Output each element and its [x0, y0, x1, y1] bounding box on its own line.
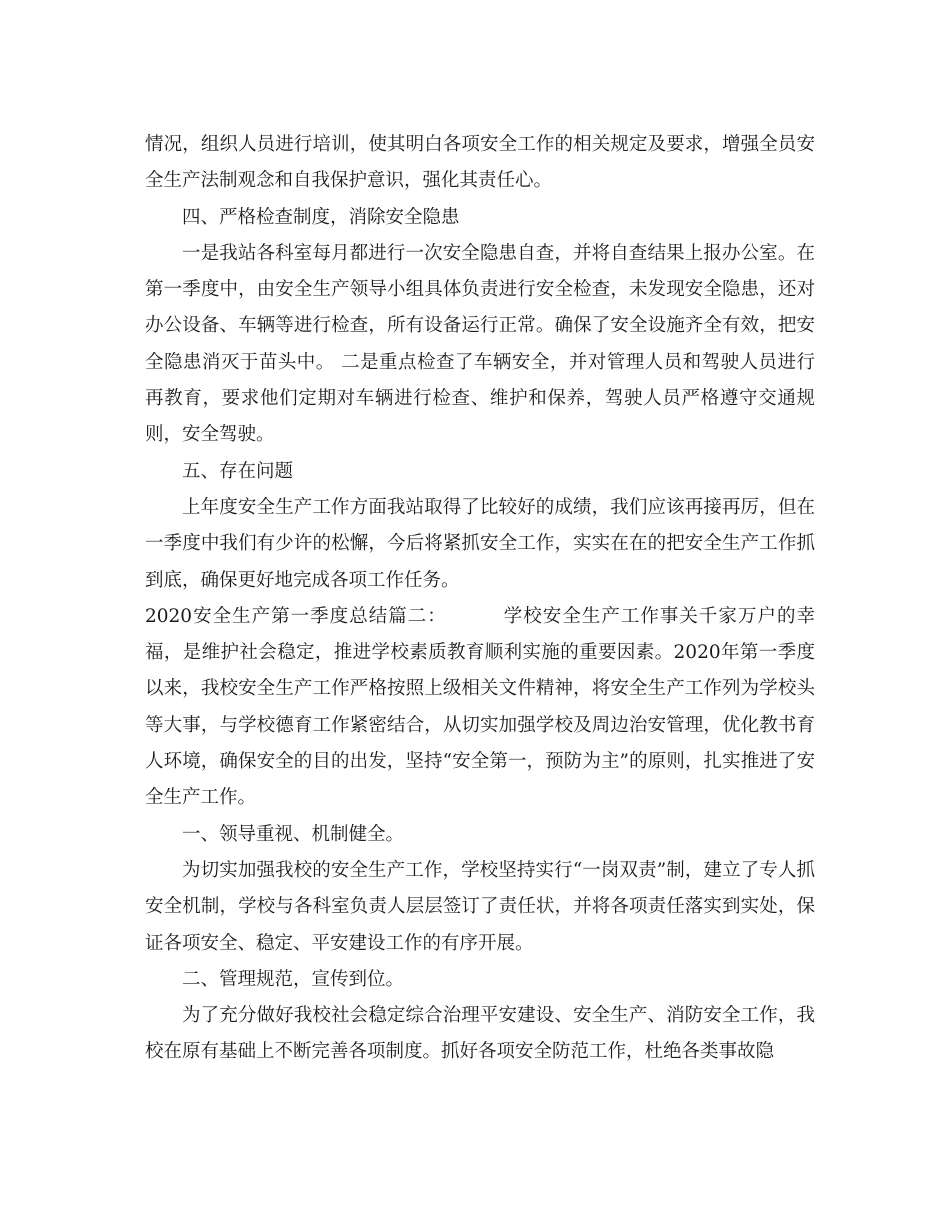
paragraph-training: 情况，组织人员进行培训，使其明白各项安全工作的相关规定及要求，增强全员安全生产法制观念和自我保护意识，强化其责任心。	[145, 134, 815, 192]
part-two-text: 学校安全生产工作事关千家万户的幸福，是维护社会稳定，推进学校素质教育顺利实施的重要因素。2020年第一季度以来，我校安全生产工作严格按照上级相关文件精神，将安全生产工作列为学校头等大事，与学校德育工作紧密结合，从切实加强学校及周边治安管理，优化教书育人环境，确保安全的目的出发，坚持“安全第一，预防为主”的原则，扎实推进了安全生产工作。	[145, 605, 815, 809]
heading-inspection-system: 四、严格检查制度，消除安全隐患	[182, 206, 460, 228]
paragraph-management: 为了充分做好我校社会稳定综合治理平安建设、安全生产、消防安全工作，我校在原有基础上不断完善各项制度。抓好各项安全防范工作，杜绝各类事故隐	[145, 1005, 815, 1063]
heading-management: 二、管理规范，宣传到位。	[182, 968, 405, 990]
heading-leadership: 一、领导重视、机制健全。	[182, 823, 405, 845]
paragraph-leadership: 为切实加强我校的安全生产工作，学校坚持实行“一岗双责”制，建立了专人抓安全机制，学校与各科室负责人层层签订了责任状，并将各项责任落实到实处，保证各项安全、稳定、平安建设工作的有序开展。	[145, 859, 815, 954]
heading-existing-problems: 五、存在问题	[182, 460, 294, 482]
paragraph-existing-problems: 上年度安全生产工作方面我站取得了比较好的成绩，我们应该再接再厉，但在一季度中我们有少许的松懈，今后将紧抓安全工作，实实在在的把安全生产工作抓到底，确保更好地完成各项工作任务。	[145, 496, 815, 591]
document-body	[145, 127, 815, 1071]
paragraph-part-two-intro	[145, 599, 815, 817]
part-two-title: 2020安全生产第一季度总结篇二：	[145, 605, 447, 627]
paragraph-inspection-details: 一是我站各科室每月都进行一次安全隐患自查，并将自查结果上报办公室。在第一季度中，由安全生产领导小组具体负责进行安全检查，未发现安全隐患，还对办公设备、车辆等进行检查，所有设备运行正常。确保了安全设施齐全有效，把安全隐患消灭于苗头中。 二是重点检查了车辆安全，并对管理人员和驾驶人员进行再教育，要求他们定期对车辆进行检查、维护和保养，驾驶人员严格遵守交通规则，安全驾驶。	[145, 242, 815, 446]
